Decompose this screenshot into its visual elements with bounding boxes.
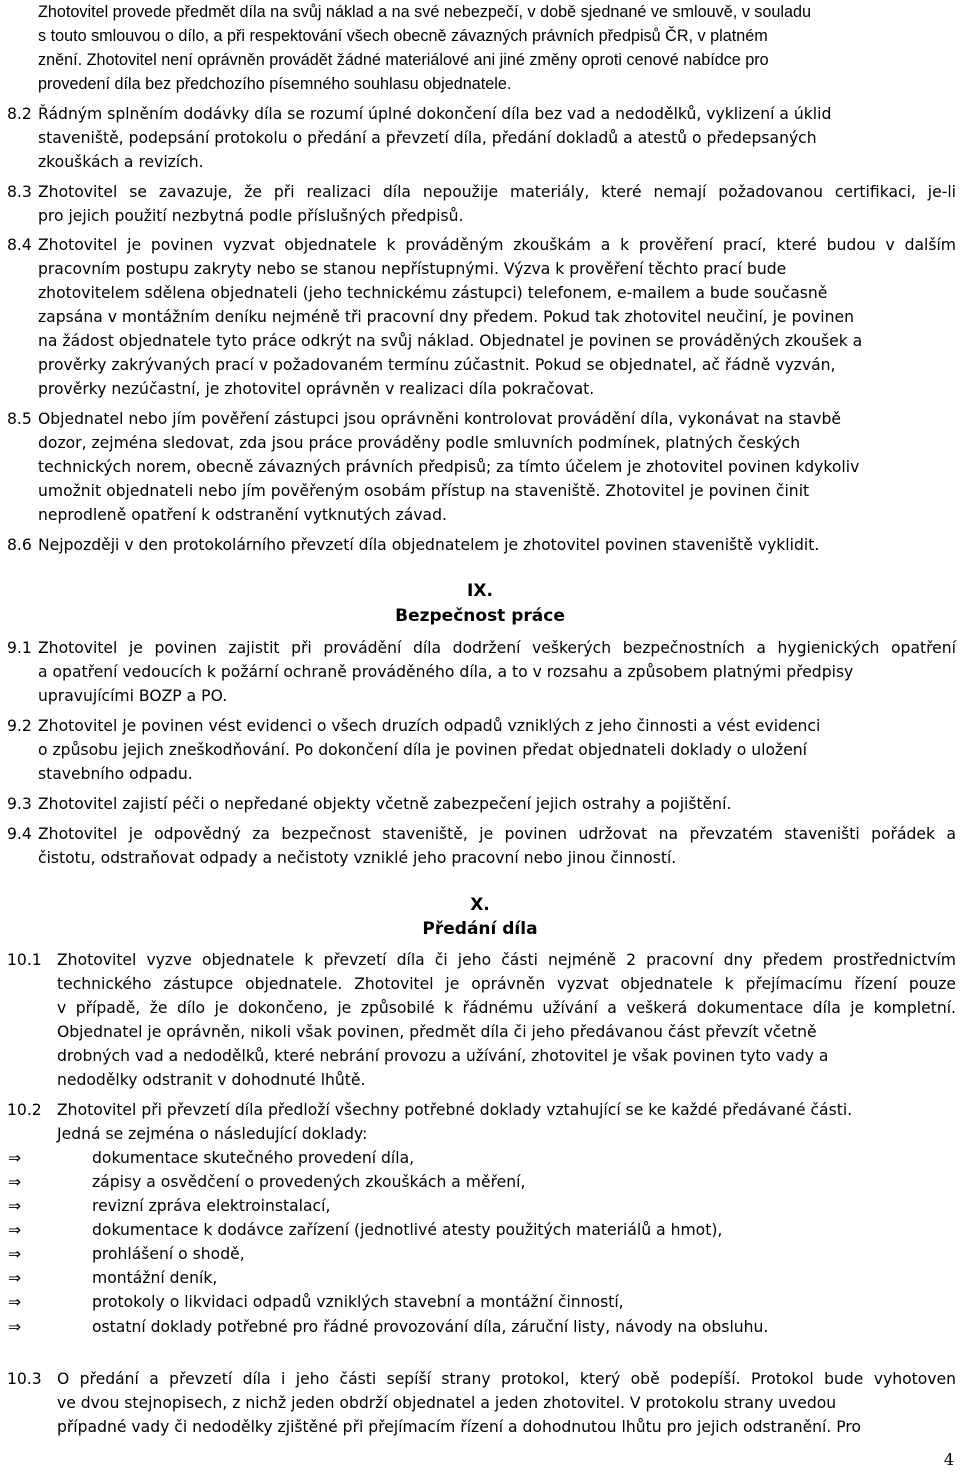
arrow-bullet-icon: ⇒ [8,1293,22,1311]
text-line: Zhotovitel vyzve objednatele k převzetí díla či jeho části nejméně 2 pracovní dny předem prostřednictvím [57,951,956,969]
text-line: stavebního odpadu. [38,765,193,783]
text-line: pro jejich použití nezbytná podle příslušných předpisů. [38,207,464,225]
text-line: Jedná se zejména o následující doklady: [57,1125,368,1143]
clause-number: 8.3 [7,183,32,201]
text-line: na žádost objednatele tyto práce odkrýt na svůj náklad. Objednatel je povinen se prováděných zkoušek a [38,332,863,350]
chapter-10-title: Předání díla [422,919,538,939]
list-item-text: zápisy a osvědčení o provedených zkouškách a měření, [92,1173,526,1191]
clause-number: 9.2 [7,717,32,735]
text-line: Zhotovitel je povinen zajistit při provádění díla dodržení veškerých bezpečnostních a hygienických opatření [38,639,956,657]
text-line: Nejpozději v den protokolárního převzetí díla objednatelem je zhotovitel povinen staveniště vyklidit. [38,536,820,554]
text-line: Zhotovitel je odpovědný za bezpečnost staveniště, je povinen udržovat na převzatém staveništi pořádek a [38,825,956,843]
text-line: znění. Zhotovitel není oprávněn provádět žádné materiálové ani jiné změny oproti cenové nabídce pro [38,51,769,69]
arrow-bullet-icon: ⇒ [8,1173,22,1191]
text-line: dozor, zejména sledovat, zda jsou práce prováděny podle smluvních podmínek, platných českých [38,434,801,452]
arrow-bullet-icon: ⇒ [8,1197,22,1215]
text-line: Řádným splněním dodávky díla se rozumí úplné dokončení díla bez vad a nedodělků, vyklizení a úklid [38,105,832,123]
arrow-bullet-icon: ⇒ [8,1221,22,1239]
text-line: prověrky zakrývaných prací v požadovaném termínu zúčastnit. Pokud se objednatel, ač řádně vyzván, [38,356,836,374]
text-line: Zhotovitel je povinen vyzvat objednatele k prováděným zkouškám a k prověření prací, které budou v dalším [38,236,956,254]
arrow-bullet-icon: ⇒ [8,1318,22,1336]
chapter-9-title: Bezpečnost práce [395,606,565,626]
arrow-bullet-icon: ⇒ [8,1269,22,1287]
page-number: 4 [943,1450,954,1469]
chapter-10-number: X. [470,895,490,915]
clause-number: 8.4 [7,236,32,254]
text-line: technického zástupce objednatele. Zhotovitel je oprávněn vyzvat objednatele k přejímacímu řízení pouze [57,975,956,993]
clause-number: 10.3 [7,1370,42,1388]
list-item-text: protokoly o likvidaci odpadů vzniklých stavební a montážní činností, [92,1293,624,1311]
text-line: zapsána v montážním deníku nejméně tři pracovní dny předem. Pokud tak zhotovitel neučiní, je povinen [38,308,854,326]
text-line: ve dvou stejnopisech, z nichž jeden obdrží objednatel a jeden zhotovitel. V protokolu strany uvedou [57,1394,837,1412]
text-line: Zhotovitel se zavazuje, že při realizaci díla nepoužije materiály, které nemají požadovanou certifikaci, je-li [38,183,956,201]
text-line: umožnit objednateli nebo jím pověřeným osobám přístup na staveniště. Zhotovitel je povinen činit [38,482,810,500]
clause-number: 10.2 [7,1101,42,1119]
text-line: zhotovitelem sdělena objednateli (jeho technickému zástupci) telefonem, e-mailem a bude současně [38,284,828,302]
text-line: Zhotovitel při převzetí díla předloží všechny potřebné doklady vztahující se ke každé předávané části. [57,1101,853,1119]
text-line: Zhotovitel je povinen vést evidenci o všech druzích odpadů vzniklých z jeho činnosti a vést evidenci [38,717,821,735]
text-line: neprodleně opatření k odstranění vytknutých závad. [38,506,447,524]
list-item-text: dokumentace skutečného provedení díla, [92,1149,415,1167]
text-line: upravujícími BOZP a PO. [38,687,228,705]
text-line: Zhotovitel provede předmět díla na svůj náklad a na své nebezpečí, v době sjednané ve smlouvě, v souladu [38,3,811,21]
text-line: o způsobu jejich zneškodňování. Po dokončení díla je povinen předat objednateli doklady o uložení [38,741,808,759]
text-line: Objednatel je oprávněn, nikoli však povinen, předmět díla či jeho předávanou část převzít včetně [57,1023,817,1041]
text-line: Objednatel nebo jím pověření zástupci jsou oprávněni kontrolovat provádění díla, vykonávat na stavbě [38,410,841,428]
clause-number: 10.1 [7,951,42,969]
text-line: prověrky nezúčastní, je zhotovitel oprávněn v realizaci díla pokračovat. [38,380,595,398]
list-item-text: dokumentace k dodávce zařízení (jednotlivé atesty použitých materiálů a hmot), [92,1221,723,1239]
clause-number: 9.1 [7,639,32,657]
clause-number: 9.3 [7,795,32,813]
text-line: a opatření vedoucích k požární ochraně prováděného díla, a to v rozsahu a způsobem platnými předpisy [38,663,854,681]
text-line: případné vady či nedodělky zjištěné při přejímacím řízení a dohodnutou lhůtu pro jejich odstranění. Pro [57,1418,862,1436]
list-item-text: ostatní doklady potřebné pro řádné provozování díla, záruční listy, návody na obsluhu. [92,1318,769,1336]
clause-number: 9.4 [7,825,32,843]
list-item-text: montážní deník, [92,1269,218,1287]
arrow-bullet-icon: ⇒ [8,1245,22,1263]
text-line: s touto smlouvou o dílo, a při respektování všech obecně závazných právních předpisů ČR, v platném [38,27,768,45]
text-line: Zhotovitel zajistí péči o nepředané objekty včetně zabezpečení jejich ostrahy a pojištění. [38,795,732,813]
list-item-text: revizní zpráva elektroinstalací, [92,1197,331,1215]
text-line: pracovním postupu zakryty nebo se stanou nepřístupnými. Výzva k prověření těchto prací bude [38,260,787,278]
text-line: O předání a převzetí díla i jeho části sepíší strany protokol, který obě podepíší. Protokol bude vyhotoven [57,1370,956,1388]
text-line: provedení díla bez předchozího písemného souhlasu objednatele. [38,75,512,93]
text-line: v případě, že dílo je dokončeno, je způsobilé k řádnému užívání a veškerá dokumentace díla je kompletní. [57,999,956,1017]
clause-number: 8.5 [7,410,32,428]
chapter-9-number: IX. [467,581,493,601]
clause-number: 8.2 [7,105,32,123]
text-line: čistotu, odstraňovat odpady a nečistoty vzniklé jeho pracovní nebo jinou činností. [38,849,677,867]
text-line: zkouškách a revizích. [38,153,204,171]
list-item-text: prohlášení o shodě, [92,1245,245,1263]
arrow-bullet-icon: ⇒ [8,1149,22,1167]
text-line: technických norem, obecně závazných právních předpisů; za tímto účelem je zhotovitel povinen kdykoliv [38,458,860,476]
text-line: staveniště, podepsání protokolu o předání a převzetí díla, předání dokladů a atestů o předepsaných [38,129,817,147]
text-line: nedodělky odstranit v dohodnuté lhůtě. [57,1071,366,1089]
text-line: drobných vad a nedodělků, které nebrání provozu a užívání, zhotovitel je však povinen tyto vady a [57,1047,829,1065]
clause-number: 8.6 [7,536,32,554]
